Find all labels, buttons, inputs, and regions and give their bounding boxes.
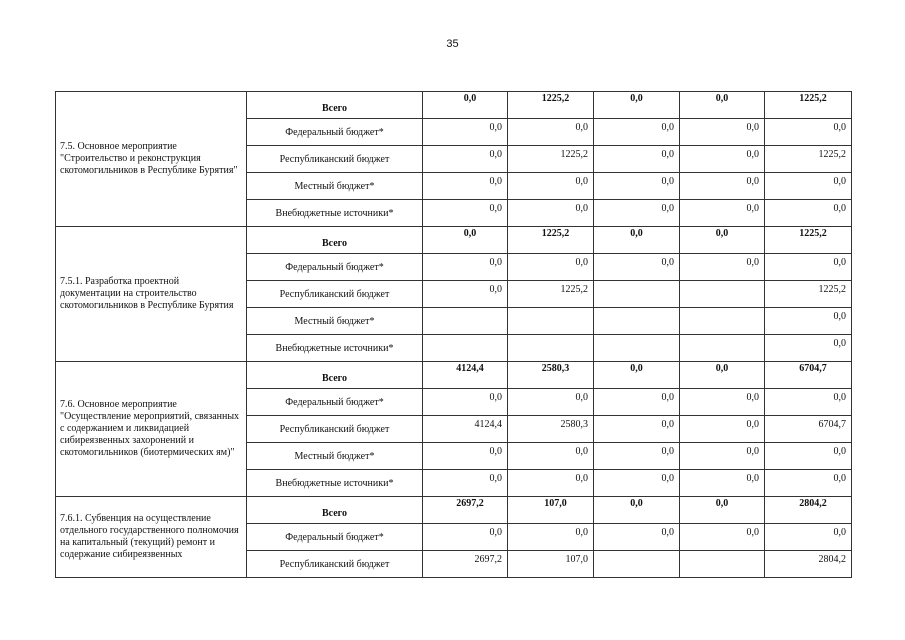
amount-cell bbox=[594, 551, 680, 578]
amount-cell: 0,0 bbox=[680, 497, 765, 524]
amount-cell: 0,0 bbox=[680, 92, 765, 119]
amount-cell: 0,0 bbox=[765, 308, 852, 335]
amount-cell: 0,0 bbox=[594, 443, 680, 470]
activity-cell: 7.6.1. Субвенция на осуществление отдельного государственного полномочия на капитальный (текущий) ремонт и содержание сибиреязвенных bbox=[56, 497, 247, 578]
amount-cell: 0,0 bbox=[680, 416, 765, 443]
amount-cell: 2580,3 bbox=[508, 416, 594, 443]
amount-cell: 0,0 bbox=[680, 362, 765, 389]
amount-cell: 0,0 bbox=[508, 470, 594, 497]
amount-cell: 0,0 bbox=[594, 146, 680, 173]
funding-source-cell: Местный бюджет* bbox=[247, 173, 423, 200]
amount-cell: 4124,4 bbox=[423, 362, 508, 389]
amount-cell: 0,0 bbox=[765, 524, 852, 551]
funding-source-cell: Республиканский бюджет bbox=[247, 551, 423, 578]
table-row bbox=[56, 227, 852, 254]
amount-cell: 0,0 bbox=[423, 281, 508, 308]
amount-cell: 2697,2 bbox=[423, 551, 508, 578]
amount-cell: 2580,3 bbox=[508, 362, 594, 389]
funding-source-cell: Всего bbox=[247, 362, 423, 389]
funding-source-cell: Местный бюджет* bbox=[247, 443, 423, 470]
amount-cell: 0,0 bbox=[423, 443, 508, 470]
amount-cell bbox=[680, 335, 765, 362]
amount-cell: 2804,2 bbox=[765, 551, 852, 578]
amount-cell: 0,0 bbox=[423, 173, 508, 200]
amount-cell: 0,0 bbox=[423, 92, 508, 119]
activity-cell: 7.6. Основное мероприятие "Осуществление мероприятий, связанных с содержанием и ликвидацией сибиреязвенных захоронений и скотомогильников (биотермических ям)" bbox=[56, 362, 247, 497]
amount-cell bbox=[508, 308, 594, 335]
amount-cell: 0,0 bbox=[680, 443, 765, 470]
amount-cell: 107,0 bbox=[508, 497, 594, 524]
amount-cell: 0,0 bbox=[508, 173, 594, 200]
funding-source-cell: Федеральный бюджет* bbox=[247, 254, 423, 281]
funding-source-cell: Всего bbox=[247, 497, 423, 524]
amount-cell: 0,0 bbox=[765, 200, 852, 227]
amount-cell: 0,0 bbox=[508, 443, 594, 470]
amount-cell: 0,0 bbox=[594, 470, 680, 497]
amount-cell bbox=[680, 308, 765, 335]
amount-cell: 0,0 bbox=[765, 335, 852, 362]
funding-source-cell: Всего bbox=[247, 227, 423, 254]
amount-cell: 0,0 bbox=[508, 200, 594, 227]
amount-cell: 0,0 bbox=[680, 470, 765, 497]
budget-table-body bbox=[56, 92, 852, 578]
amount-cell: 107,0 bbox=[508, 551, 594, 578]
page-number: 35 bbox=[446, 38, 459, 50]
funding-source-cell: Внебюджетные источники* bbox=[247, 200, 423, 227]
amount-cell: 0,0 bbox=[680, 254, 765, 281]
amount-cell: 0,0 bbox=[423, 119, 508, 146]
amount-cell: 0,0 bbox=[423, 227, 508, 254]
amount-cell: 0,0 bbox=[594, 173, 680, 200]
amount-cell: 6704,7 bbox=[765, 416, 852, 443]
amount-cell bbox=[594, 335, 680, 362]
amount-cell: 0,0 bbox=[680, 173, 765, 200]
amount-cell: 0,0 bbox=[680, 227, 765, 254]
amount-cell: 0,0 bbox=[765, 389, 852, 416]
amount-cell: 0,0 bbox=[594, 200, 680, 227]
amount-cell: 0,0 bbox=[508, 389, 594, 416]
amount-cell: 0,0 bbox=[765, 443, 852, 470]
amount-cell bbox=[423, 335, 508, 362]
amount-cell: 0,0 bbox=[423, 146, 508, 173]
amount-cell: 0,0 bbox=[594, 227, 680, 254]
amount-cell: 0,0 bbox=[423, 254, 508, 281]
amount-cell: 0,0 bbox=[594, 254, 680, 281]
amount-cell: 1225,2 bbox=[508, 92, 594, 119]
amount-cell: 0,0 bbox=[423, 200, 508, 227]
amount-cell: 0,0 bbox=[594, 92, 680, 119]
activity-cell: 7.5. Основное мероприятие "Строительство и реконструкция скотомогильников в Республике Бурятия" bbox=[56, 92, 247, 227]
funding-source-cell: Внебюджетные источники* bbox=[247, 470, 423, 497]
amount-cell: 0,0 bbox=[594, 497, 680, 524]
amount-cell bbox=[594, 281, 680, 308]
amount-cell: 0,0 bbox=[680, 146, 765, 173]
amount-cell: 0,0 bbox=[594, 416, 680, 443]
amount-cell: 1225,2 bbox=[765, 92, 852, 119]
amount-cell: 0,0 bbox=[765, 173, 852, 200]
table-row bbox=[56, 92, 852, 119]
amount-cell: 0,0 bbox=[594, 362, 680, 389]
amount-cell: 1225,2 bbox=[765, 146, 852, 173]
table-row bbox=[56, 362, 852, 389]
amount-cell: 2697,2 bbox=[423, 497, 508, 524]
amount-cell: 6704,7 bbox=[765, 362, 852, 389]
funding-source-cell: Республиканский бюджет bbox=[247, 146, 423, 173]
amount-cell: 0,0 bbox=[765, 470, 852, 497]
amount-cell bbox=[423, 308, 508, 335]
amount-cell bbox=[680, 551, 765, 578]
funding-source-cell: Внебюджетные источники* bbox=[247, 335, 423, 362]
amount-cell bbox=[508, 335, 594, 362]
amount-cell: 1225,2 bbox=[508, 227, 594, 254]
amount-cell: 0,0 bbox=[680, 389, 765, 416]
amount-cell: 1225,2 bbox=[508, 146, 594, 173]
amount-cell: 0,0 bbox=[594, 389, 680, 416]
amount-cell: 0,0 bbox=[765, 254, 852, 281]
amount-cell: 0,0 bbox=[508, 254, 594, 281]
amount-cell: 4124,4 bbox=[423, 416, 508, 443]
funding-source-cell: Федеральный бюджет* bbox=[247, 389, 423, 416]
amount-cell bbox=[680, 281, 765, 308]
amount-cell: 1225,2 bbox=[508, 281, 594, 308]
amount-cell: 0,0 bbox=[765, 119, 852, 146]
budget-table bbox=[55, 91, 852, 578]
amount-cell: 1225,2 bbox=[765, 227, 852, 254]
amount-cell: 0,0 bbox=[680, 524, 765, 551]
amount-cell: 0,0 bbox=[508, 119, 594, 146]
funding-source-cell: Всего bbox=[247, 92, 423, 119]
amount-cell: 0,0 bbox=[680, 119, 765, 146]
table-row bbox=[56, 497, 852, 524]
amount-cell: 0,0 bbox=[594, 524, 680, 551]
funding-source-cell: Республиканский бюджет bbox=[247, 281, 423, 308]
activity-cell: 7.5.1. Разработка проектной документации на строительство скотомогильников в Республике Бурятия bbox=[56, 227, 247, 362]
funding-source-cell: Местный бюджет* bbox=[247, 308, 423, 335]
amount-cell: 0,0 bbox=[423, 470, 508, 497]
funding-source-cell: Федеральный бюджет* bbox=[247, 524, 423, 551]
amount-cell: 1225,2 bbox=[765, 281, 852, 308]
amount-cell: 0,0 bbox=[508, 524, 594, 551]
amount-cell: 0,0 bbox=[423, 524, 508, 551]
amount-cell: 0,0 bbox=[594, 119, 680, 146]
amount-cell: 0,0 bbox=[423, 389, 508, 416]
funding-source-cell: Федеральный бюджет* bbox=[247, 119, 423, 146]
amount-cell bbox=[594, 308, 680, 335]
funding-source-cell: Республиканский бюджет bbox=[247, 416, 423, 443]
amount-cell: 2804,2 bbox=[765, 497, 852, 524]
amount-cell: 0,0 bbox=[680, 200, 765, 227]
